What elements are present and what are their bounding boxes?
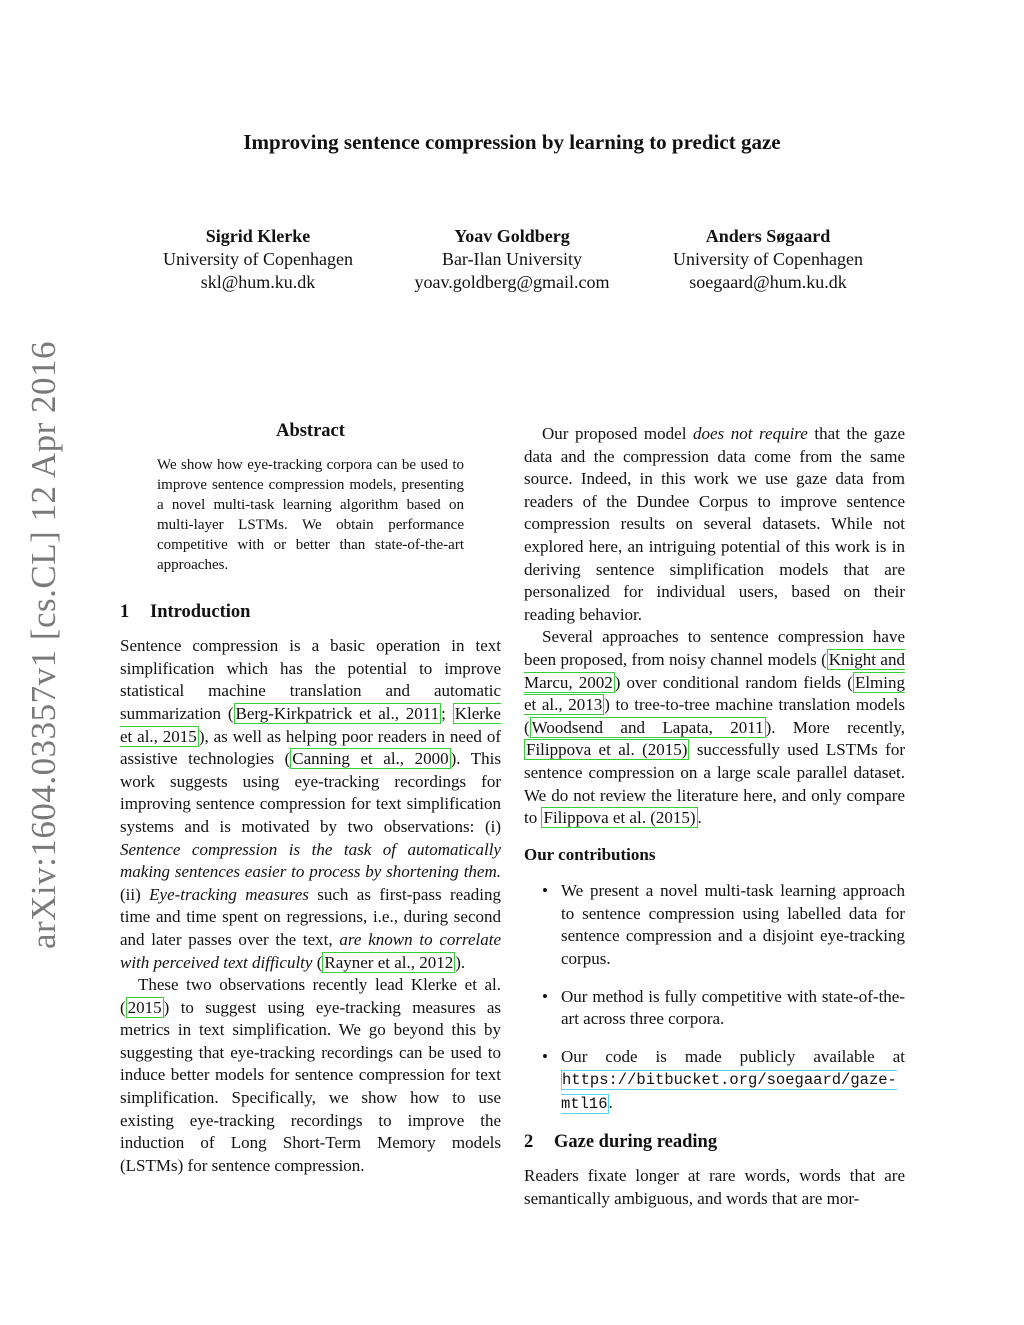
text-run: (ii) — [120, 884, 150, 904]
author-affiliation: University of Copenhagen — [163, 249, 353, 269]
text-run: ) to tree-to-tree machine translation models ( — [524, 695, 905, 737]
text-run: such as first-pass reading time and time spent on regressions, i.e., during second and later passes over the text, — [120, 884, 501, 949]
abstract-heading: Abstract — [276, 421, 345, 441]
author-affiliation: University of Copenhagen — [673, 249, 863, 269]
text-run: ) to suggest using eye-tracking measures as metrics in text simplification. We go beyond this by suggesting that eye-tracking recordings can be used to induce better models for sentence compression for text simplification. Specifically, we show how to use existing eye-tracking recordings to improve the induction of Long Short-Term Memory models (LSTMs) for sentence compression. — [120, 997, 501, 1175]
text-run: ; — [441, 703, 453, 723]
author-name: Yoav Goldberg — [454, 226, 570, 246]
text-run: Several approaches to sentence compression have been proposed, from noisy channel models ( — [524, 627, 905, 669]
list-item — [524, 986, 905, 1031]
citation-link[interactable]: Elming et al., 2013 — [524, 672, 905, 715]
list-item-text: Our method is fully competitive with state-of-the-art across three corpora. — [561, 986, 905, 1029]
author-email: yoav.goldberg@gmail.com — [414, 272, 610, 292]
text-run: ). This work suggests using eye-tracking recordings for improving sentence compression for text simplification systems and is motivated by two observations: (i) — [120, 749, 501, 836]
italic-run: are known to correlate with perceived text difficulty — [120, 929, 501, 972]
author-1 — [128, 225, 388, 294]
text-run: Our proposed model — [542, 424, 693, 443]
abstract-text: We show how eye-tracking corpora can be used to improve sentence compression models, presenting a novel multi-task learning algorithm based on multi-layer LSTMs. We obtain performance competitive with or better than state-of-the-art approaches. — [157, 456, 464, 573]
intro-paragraph-2 — [120, 974, 501, 1177]
citation-link[interactable]: Filippova et al. (2015) — [526, 740, 688, 760]
list-item — [524, 880, 905, 970]
list-item — [524, 1046, 905, 1116]
paper-title: Improving sentence compression by learning to predict gaze — [243, 130, 781, 154]
author-name: Sigrid Klerke — [205, 226, 311, 246]
text-run: successfully used LSTMs for sentence compression on a large scale parallel dataset. We do not review the literature here, and only compare to — [524, 740, 906, 828]
section-title: Introduction — [150, 601, 251, 622]
list-item-text: Our code is made publicly available at — [561, 1046, 905, 1066]
citation-link[interactable]: Canning et al., 2000 — [292, 749, 449, 769]
right-paragraph-2 — [524, 626, 905, 829]
arxiv-stamp: arXiv:1604.03357v1 [cs.CL] 12 Apr 2016 — [24, 340, 63, 950]
text-run: ) over conditional random fields ( — [614, 672, 853, 692]
text-run: . — [697, 808, 702, 828]
section-number: 1 — [120, 601, 130, 622]
author-email: soegaard@hum.ku.dk — [689, 272, 847, 292]
author-block — [0, 225, 1024, 305]
section-heading-gaze — [524, 1131, 905, 1154]
intro-paragraph-1 — [120, 635, 501, 974]
code-url-link[interactable]: https://bitbucket.org/soegaard/gaze-mtl16 — [561, 1071, 897, 1114]
citation-link[interactable]: Filippova et al. (2015) — [543, 808, 696, 828]
text-run: that the gaze data and the compression data come from the same source. Indeed, in this work we use gaze data from readers of the Dundee Corpus to improve sentence compression results on several datasets. While not explored here, an intriguing potential of this work is in deriving sentence simplification models that are personalized for individual users, based on their reading behavior. — [524, 424, 905, 624]
left-column — [120, 420, 501, 1177]
citation-link[interactable]: Klerke et al., 2015 — [120, 703, 501, 746]
citation-link[interactable]: Rayner et al., 2012 — [324, 952, 454, 972]
text-run: ). More recently, — [765, 717, 905, 737]
text-run: These two observations recently lead Klerke et al. ( — [120, 975, 501, 1017]
section-number: 2 — [524, 1131, 534, 1152]
citation-link[interactable]: Woodsend and Lapata, 2011 — [531, 717, 764, 737]
author-email: skl@hum.ku.dk — [200, 272, 316, 292]
contributions-heading: Our contributions — [524, 844, 656, 864]
text-run: . — [608, 1093, 613, 1113]
right-column — [524, 423, 905, 1210]
text-run: ). — [455, 952, 466, 972]
italic-run: Sentence compression is the task of automatically making sentences easier to process by shortening them. — [120, 839, 501, 882]
author-name: Anders Søgaard — [705, 226, 831, 246]
bullet-icon: • — [542, 986, 548, 1006]
bullet-icon: • — [542, 1046, 548, 1066]
italic-run: Eye-tracking measures — [149, 884, 309, 904]
list-item-text: We present a novel multi-task learning approach to sentence compression using labelled data for sentence compression and a disjoint eye-tracking corpus. — [561, 881, 905, 969]
bullet-icon: • — [542, 881, 548, 901]
section-title: Gaze during reading — [554, 1131, 718, 1152]
author-affiliation: Bar-Ilan University — [441, 249, 583, 269]
right-paragraph-1 — [524, 423, 905, 626]
text-run: ( — [312, 952, 323, 972]
author-2 — [382, 225, 642, 294]
citation-link[interactable]: Berg-Kirkpatrick et al., 2011 — [235, 703, 440, 723]
section-heading-introduction — [120, 601, 501, 624]
italic-run: does not require — [693, 424, 808, 443]
citation-link[interactable]: Knight and Marcu, 2002 — [524, 649, 905, 692]
author-3 — [638, 225, 898, 294]
citation-link[interactable]: 2015 — [127, 997, 162, 1017]
gaze-paragraph: Readers fixate longer at rare words, words that are semantically ambiguous, and words that are mor- — [524, 1166, 905, 1208]
text-run: ), as well as helping poor readers in need of assistive technologies ( — [120, 726, 501, 769]
contributions-list — [524, 880, 905, 1115]
text-run: Sentence compression is a basic operation in text simplification which has the potential to improve statistical machine translation and automatic summarization ( — [120, 636, 501, 723]
